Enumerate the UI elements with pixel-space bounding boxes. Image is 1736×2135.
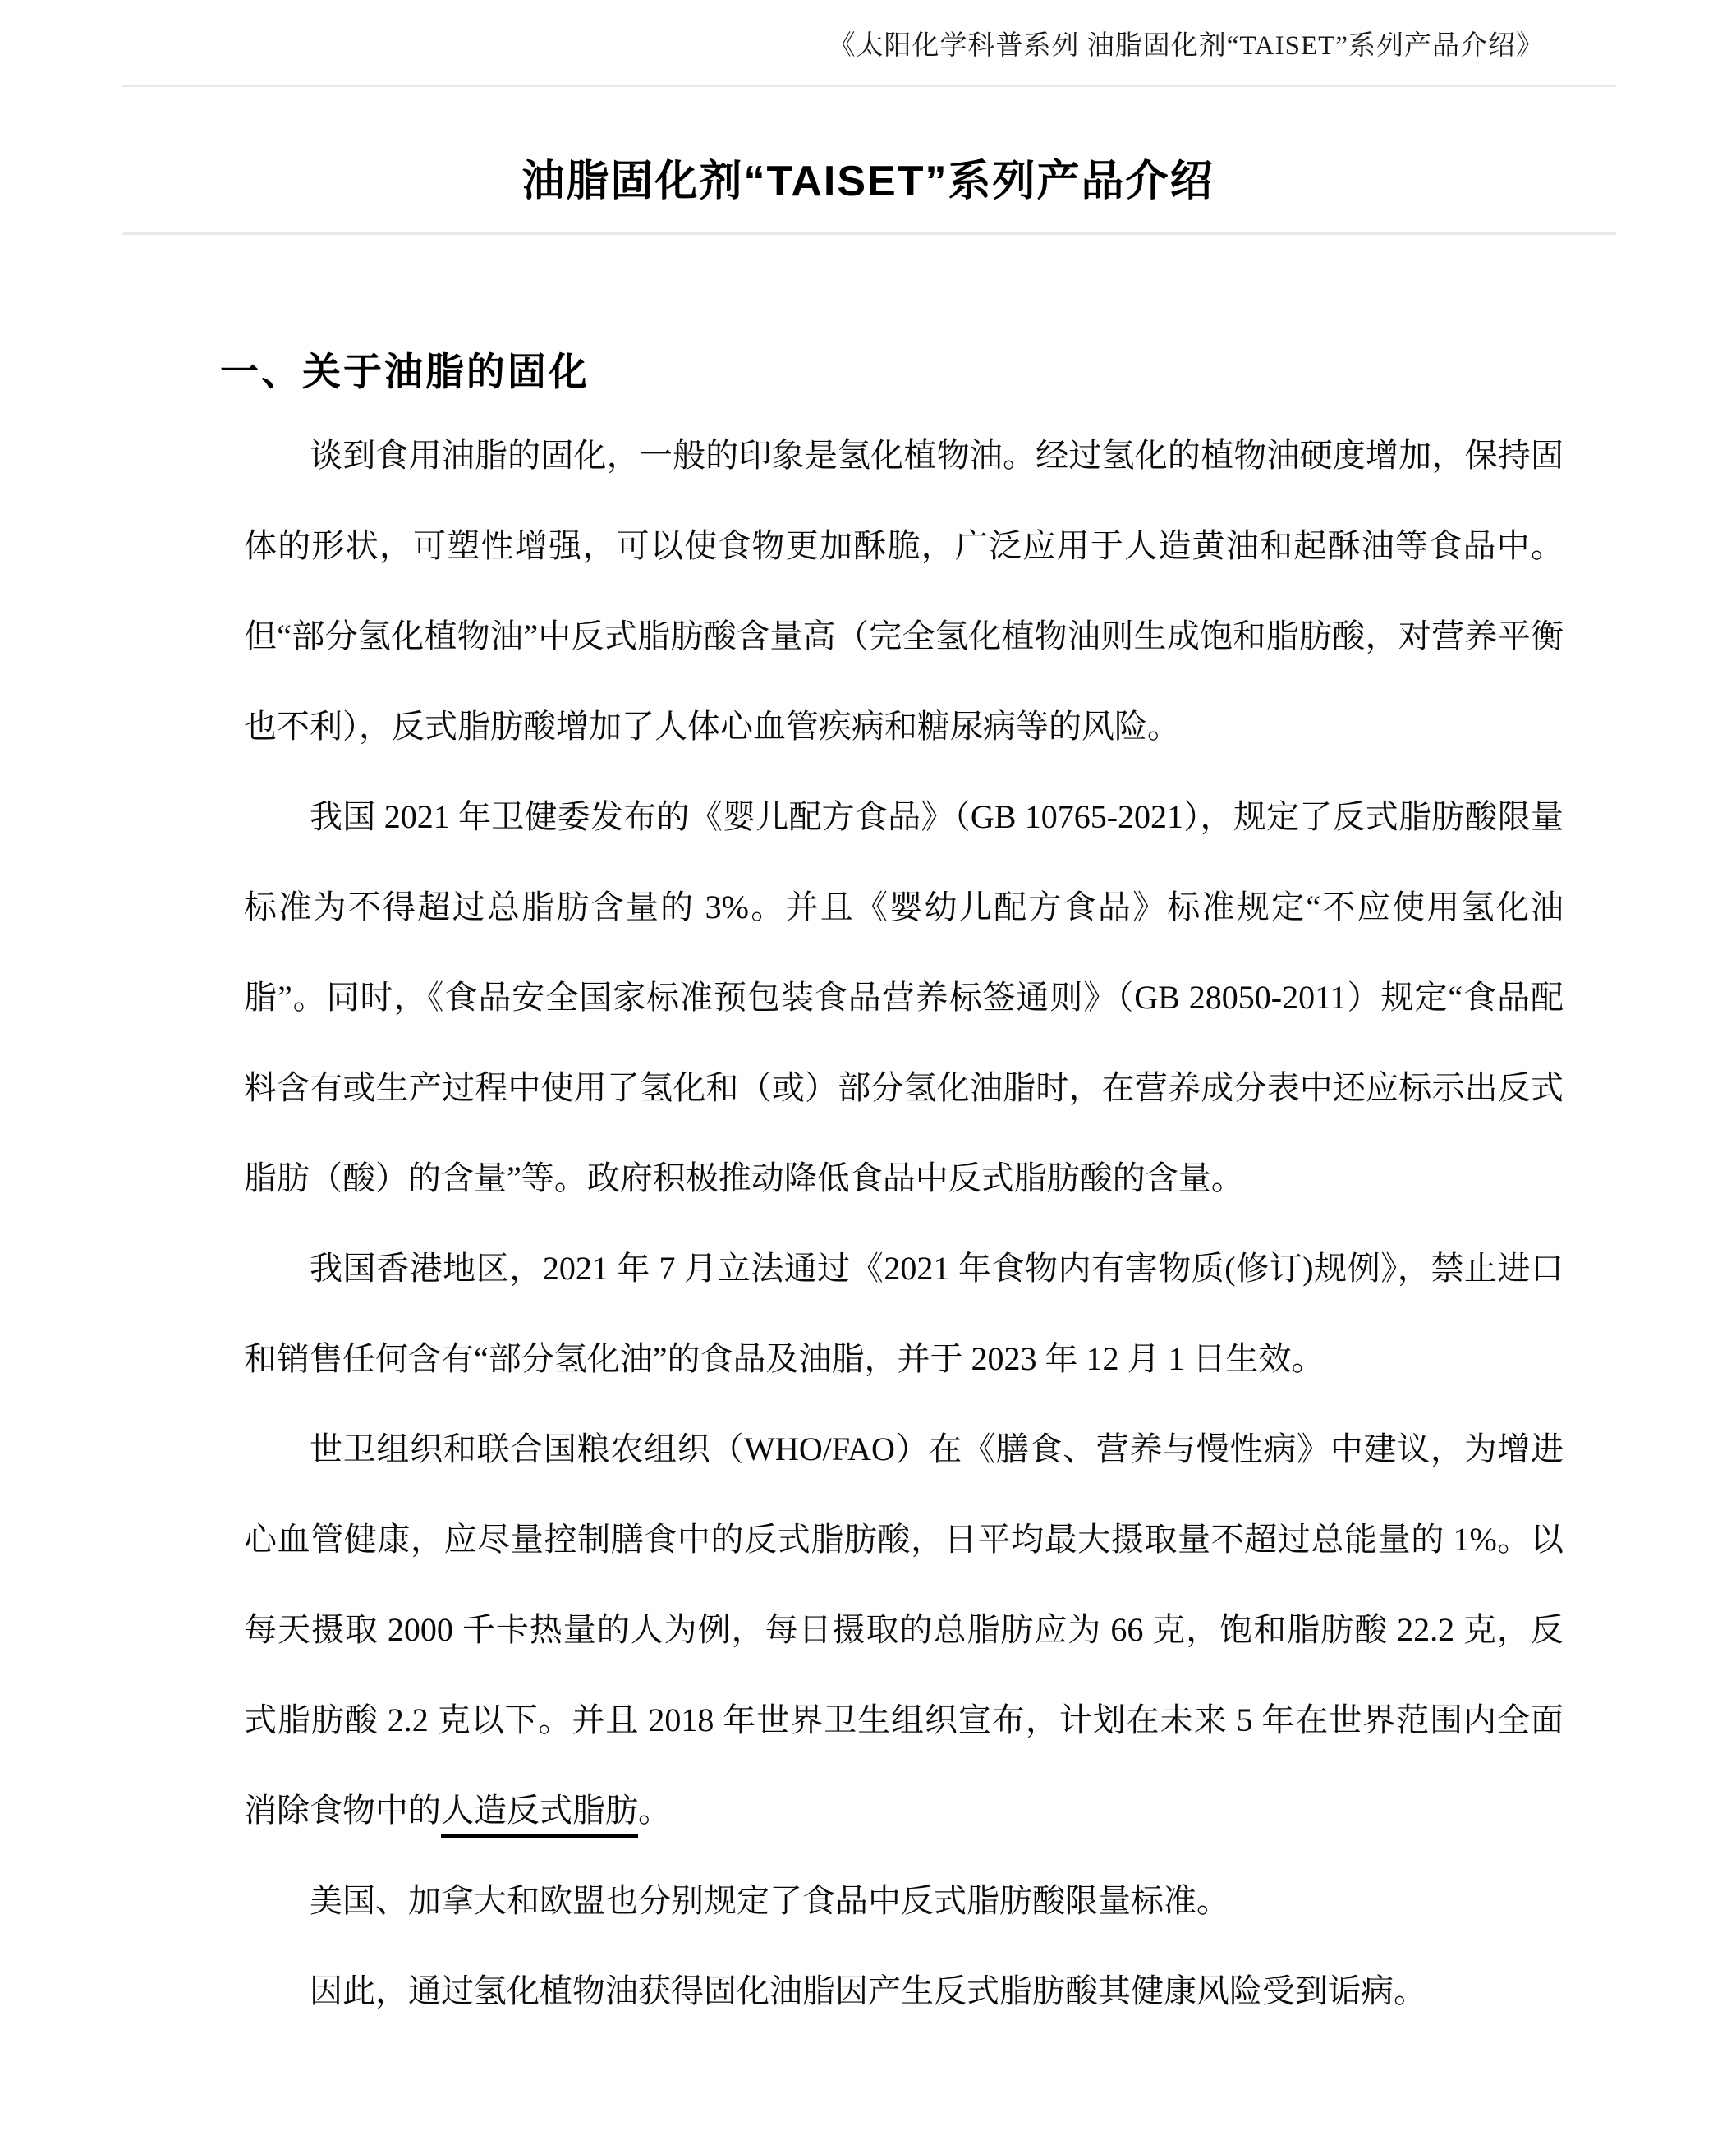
underlined-text: 人造反式脂肪 (441, 1792, 638, 1838)
paragraph-4-text: 世卫组织和联合国粮农组织（WHO/FAO）在《膳食、营养与慢性病》中建议，为增进心血管健康，应尽量控制膳食中的反式脂肪酸，日平均最大摄取量不超过总能量的 1%。以每天摄取 2000 千卡热量的人为例，每日摄取的总脂肪应为 66 克，饱和脂肪酸 22.2 克，反式脂肪酸 2.2 克以下。并且 2018 年世界卫生组织宣布，计划在未来 5 年在世界范围内全面消除食物中的 (244, 1430, 1564, 1829)
paragraph-2: 我国 2021 年卫健委发布的《婴儿配方食品》（GB 10765-2021），规定了反式脂肪酸限量标准为不得超过总脂肪含量的 3%。并且《婴幼儿配方食品》标准规定“不应使用氢化油脂”。同时，《食品安全国家标准预包装食品营养标签通则》（GB 28050-2011）规定“食品配料含有或生产过程中使用了氢化和（或）部分氢化油脂时，在营养成分表中还应标示出反式脂肪（酸）的含量”等。政府积极推动降低食品中反式脂肪酸的含量。 (244, 798, 1564, 1196)
paragraph-3: 我国香港地区，2021 年 7 月立法通过《2021 年食物内有害物质(修订)规例》，禁止进口和销售任何含有“部分氢化油”的食品及油脂，并于 2023 年 12 月 1 日生效。 (244, 1250, 1564, 1377)
title-divider (122, 232, 1616, 235)
document-title: 油脂固化剂“TAISET”系列产品介绍 (521, 158, 1215, 205)
section-heading: 一、关于油脂的固化 (220, 350, 590, 393)
paragraph-6: 因此，通过氢化植物油获得固化油脂因产生反式脂肪酸其健康风险受到诟病。 (310, 1972, 1426, 2009)
paragraph-1: 谈到食用油脂的固化，一般的印象是氢化植物油。经过氢化的植物油硬度增加，保持固体的形状，可塑性增强，可以使食物更加酥脆，广泛应用于人造黄油和起酥油等食品中。但“部分氢化植物油”中反式脂肪酸含量高（完全氢化植物油则生成饱和脂肪酸，对营养平衡也不利），反式脂肪酸增加了人体心血管疾病和糖尿病等的风险。 (244, 437, 1564, 745)
paragraph-4 (244, 1404, 1564, 1856)
page-header: 《太阳化学科普系列 油脂固化剂“TAISET”系列产品介绍》 (828, 31, 1544, 61)
paragraph-4-period: 。 (638, 1792, 671, 1829)
header-divider (122, 85, 1616, 87)
body-text (244, 411, 1564, 2036)
paragraph-5: 美国、加拿大和欧盟也分别规定了食品中反式脂肪酸限量标准。 (310, 1882, 1229, 1919)
